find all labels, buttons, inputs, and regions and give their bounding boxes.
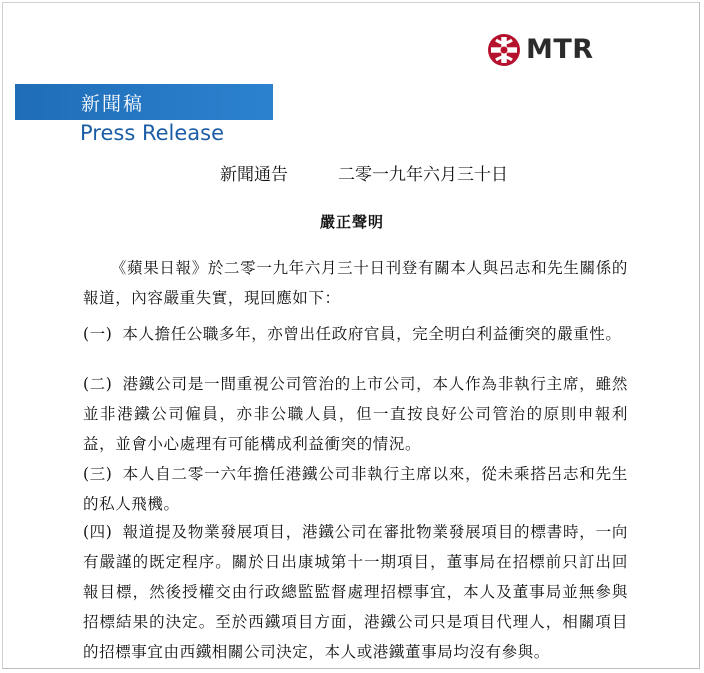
point-label: (三) bbox=[83, 465, 113, 483]
dateline-label: 新聞通告 bbox=[220, 165, 288, 185]
point-3 bbox=[83, 459, 628, 519]
dateline-date: 二零一九年六月三十日 bbox=[338, 165, 508, 185]
point-1 bbox=[83, 319, 628, 349]
english-title: Press Release bbox=[80, 121, 224, 145]
intro-paragraph: 《蘋果日報》於二零一九年六月三十日刊登有關本人與呂志和先生關係的報道，內容嚴重失實，現回應如下： bbox=[83, 259, 628, 307]
point-label: (一) bbox=[83, 325, 113, 343]
point-2 bbox=[83, 369, 628, 459]
point-4 bbox=[83, 517, 628, 667]
band-label: 新聞稿 bbox=[81, 93, 145, 115]
point-label: (二) bbox=[83, 375, 113, 393]
statement-title: 嚴正聲明 bbox=[320, 213, 385, 231]
mtr-logo-text: MTR bbox=[526, 34, 594, 65]
point-text: 報道提及物業發展項目，港鐵公司在審批物業發展項目的標書時，一向有嚴謹的既定程序。關於日出康城第十一期項目，董事局在招標前只訂出回報目標，然後授權交由行政總監監督處理招標事宜，本人及董事局並無參與招標結果的決定。至於西鐵項目方面，港鐵公司只是項目代理人，相關項目的招標事宜由西鐵相關公司決定，本人或港鐵董事局均沒有參與。 bbox=[83, 523, 628, 661]
point-text: 本人自二零一六年擔任港鐵公司非執行主席以來，從未乘搭呂志和先生的私人飛機。 bbox=[83, 465, 628, 513]
point-text: 本人擔任公職多年，亦曾出任政府官員，完全明白利益衝突的嚴重性。 bbox=[122, 325, 622, 343]
point-label: (四) bbox=[83, 523, 113, 541]
dateline bbox=[220, 160, 508, 185]
mtr-logo-icon bbox=[487, 33, 521, 67]
mtr-logo bbox=[487, 33, 594, 67]
point-text: 港鐵公司是一間重視公司管治的上市公司，本人作為非執行主席，雖然並非港鐵公司僱員，亦非公職人員，但一直按良好公司管治的原則申報利益，並會小心處理有可能構成利益衝突的情況。 bbox=[83, 375, 628, 453]
